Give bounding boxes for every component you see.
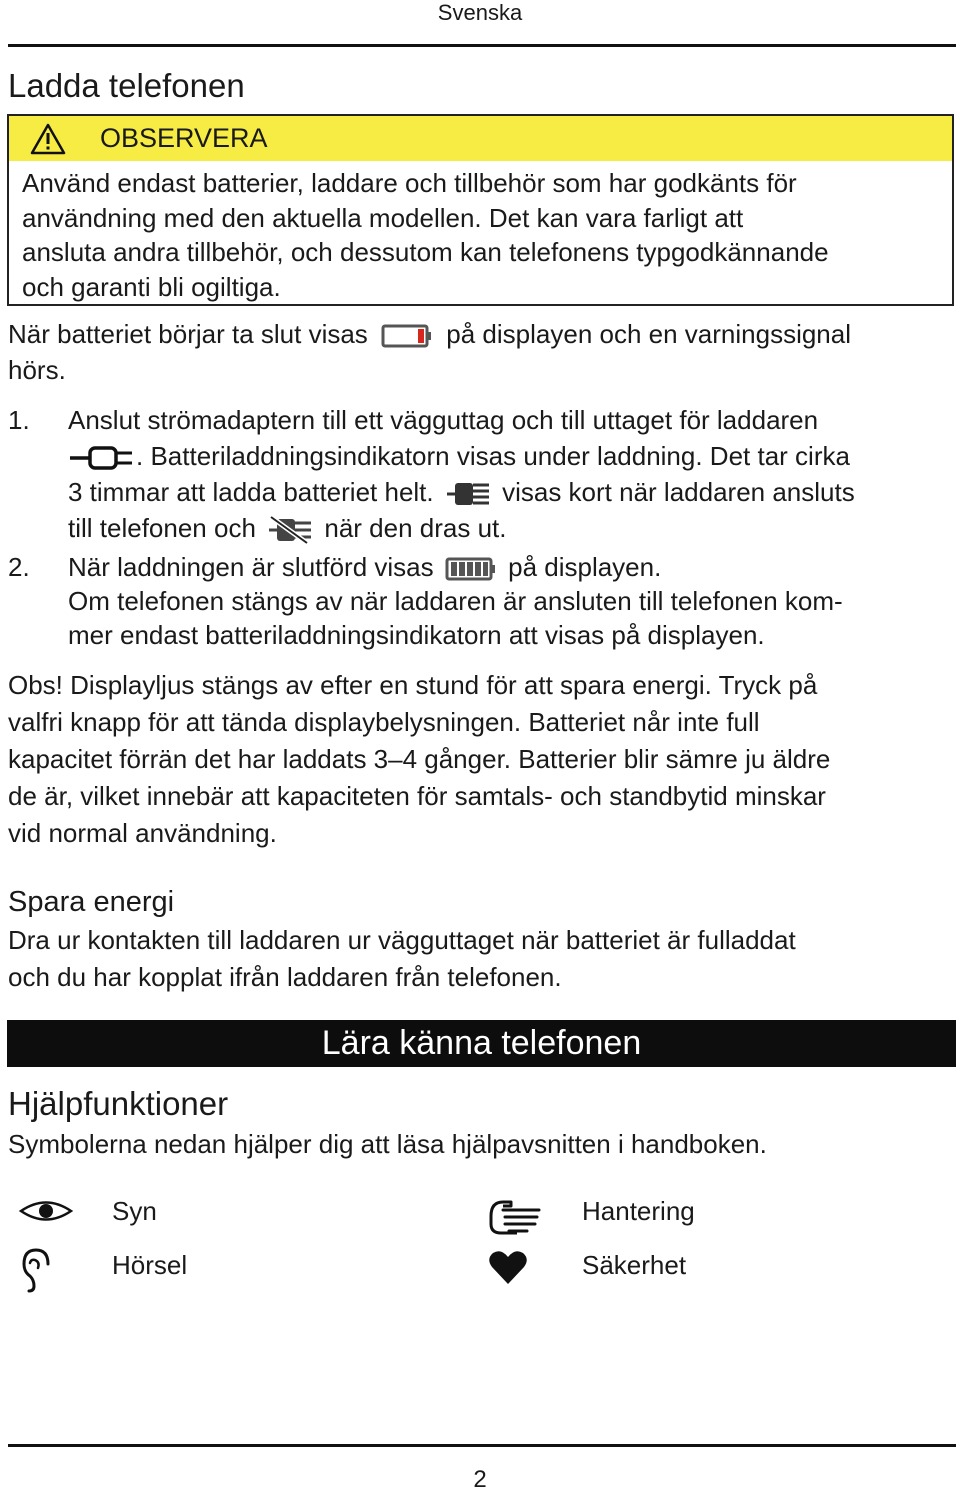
save-energy-line: Dra ur kontakten till laddaren ur vägguttaget när batteriet är fulladdat xyxy=(8,925,796,955)
step-1-line: när den dras ut. xyxy=(324,513,507,543)
warning-text xyxy=(22,166,947,304)
warning-title: OBSERVERA xyxy=(100,123,268,153)
note-line: vid normal användning. xyxy=(8,818,277,848)
step-1-line: . Batteriladdningsindikatorn visas under laddning. Det tar cirka xyxy=(136,441,850,471)
page-number: 2 xyxy=(473,1466,487,1493)
step-2-text xyxy=(68,549,956,652)
step-number: 2. xyxy=(8,552,30,582)
warning-line: ansluta andra tillbehör, och dessutom kan telefonens typgodkännande xyxy=(22,237,829,267)
note-paragraph xyxy=(8,667,956,852)
step-2-line: När laddningen är slutförd visas xyxy=(68,552,434,582)
symbol-label-syn: Syn xyxy=(112,1196,157,1226)
save-energy-text xyxy=(8,922,956,996)
hand-icon xyxy=(487,1196,543,1236)
battery-full-icon xyxy=(445,555,497,583)
symbol-label-horsel: Hörsel xyxy=(112,1250,188,1280)
help-intro: Symbolerna nedan hjälper dig att läsa hjälpavsnitten i handboken. xyxy=(8,1129,767,1159)
symbol-label-hantering: Hantering xyxy=(582,1196,695,1226)
note-line: kapacitet förrän det har laddats 3–4 gånger. Batterier blir sämre ju äldre xyxy=(8,744,831,774)
footer-divider xyxy=(8,1444,956,1447)
save-energy-title: Spara energi xyxy=(8,886,175,918)
note-line: Displayljus stängs av efter en stund för att spara energi. Tryck på xyxy=(62,670,818,700)
low-battery-text-after: på displayen och en varningssignal xyxy=(446,319,851,349)
warning-line: och garanti bli ogiltiga. xyxy=(22,271,281,302)
section-title: Ladda telefonen xyxy=(8,67,245,104)
eye-icon xyxy=(18,1196,74,1226)
step-1-line: till telefonen och xyxy=(68,513,256,543)
save-energy-line: och du har kopplat ifrån laddaren från telefonen. xyxy=(8,962,562,992)
warning-line: användning med den aktuella modellen. Det kan vara farligt att xyxy=(22,202,744,233)
note-line: de är, vilket innebär att kapaciteten för samtals- och standbytid minskar xyxy=(8,781,826,811)
note-label: Obs! xyxy=(8,670,63,700)
header-divider xyxy=(8,44,956,47)
step-1-text xyxy=(68,402,956,546)
heart-icon xyxy=(488,1250,528,1286)
step-2-line: på displayen. xyxy=(508,552,662,582)
note-line: valfri knapp för att tända displaybelysningen. Batteriet når inte full xyxy=(8,707,760,737)
warning-triangle-icon xyxy=(30,123,66,155)
step-number: 1. xyxy=(8,405,30,435)
charger-connected-icon xyxy=(445,479,491,509)
step-1-line: visas kort när laddaren ansluts xyxy=(502,477,855,507)
header-language: Svenska xyxy=(437,0,523,25)
warning-line: Använd endast batterier, laddare och tillbehör som har godkänts för xyxy=(22,168,797,198)
step-1-line: 3 timmar att ladda batteriet helt. xyxy=(68,477,434,507)
low-battery-paragraph xyxy=(8,316,956,388)
low-battery-text-before: När batteriet börjar ta slut visas xyxy=(8,319,368,349)
step-1-line: Anslut strömadaptern till ett vägguttag och till uttaget för laddaren xyxy=(68,405,819,435)
charger-connector-icon xyxy=(68,445,136,471)
chapter-title: Lära känna telefonen xyxy=(321,1024,642,1062)
low-battery-line2: hörs. xyxy=(8,355,66,385)
ear-icon xyxy=(18,1246,54,1294)
help-title: Hjälpfunktioner xyxy=(8,1085,229,1122)
step-2-line: mer endast batteriladdningsindikatorn att visas på displayen. xyxy=(68,619,765,650)
battery-low-icon xyxy=(381,322,433,350)
step-2-line: Om telefonen stängs av när laddaren är ansluten till telefonen kom- xyxy=(68,586,843,616)
charger-disconnected-icon xyxy=(267,515,313,545)
symbol-label-sakerhet: Säkerhet xyxy=(582,1250,687,1280)
